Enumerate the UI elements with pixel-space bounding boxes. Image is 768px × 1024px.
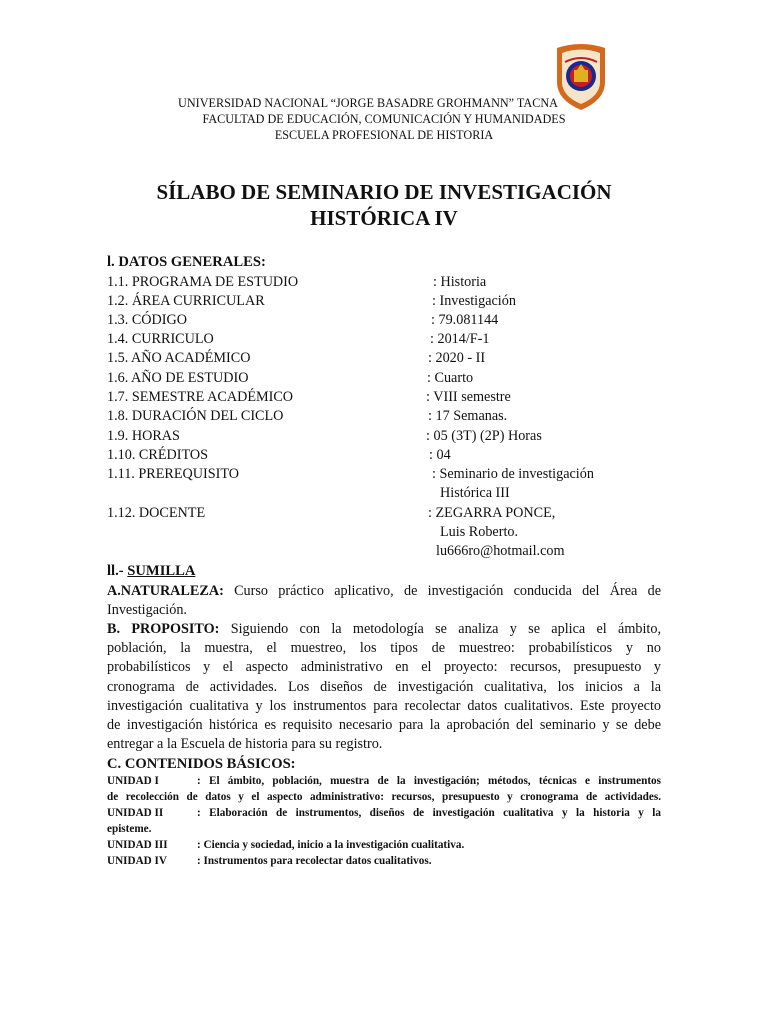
proposito-text: entregar a la Escuela de historia para su registro. [107, 736, 383, 753]
school-name: ESCUELA PROFESIONAL DE HISTORIA [274, 128, 494, 142]
unit-name: UNIDAD I [107, 775, 159, 787]
teacher-email: lu666ro@hotmail.com [436, 543, 565, 559]
naturaleza-text-2: Investigación. [107, 602, 187, 619]
unit-description: : El ámbito, población, muestra de la investigación; métodos, técnicas e instrumentos [197, 775, 661, 787]
unit-row [107, 838, 661, 854]
university-name: UNIVERSIDAD NACIONAL “JORGE BASADRE GROHMANN” TACNA [178, 96, 558, 110]
unit-name: UNIDAD III [107, 839, 168, 851]
unit-name: UNIDAD IV [107, 855, 167, 867]
unit-name: UNIDAD II [107, 807, 164, 819]
row-label: 1.7. SEMESTRE ACADÉMICO [107, 389, 294, 405]
unit-description: : Ciencia y sociedad, inicio a la investigación cualitativa. [197, 839, 465, 851]
row-value: Luis Roberto. [440, 524, 519, 540]
row-label: 1.8. DURACIÓN DEL CICLO [107, 408, 284, 424]
row-label: 1.12. DOCENTE [107, 505, 206, 521]
proposito-text: de investigación histórica es requisito necesario para la aprobación del seminario y se debe [107, 716, 661, 733]
proposito-label: B. PROPOSITO: [107, 621, 220, 637]
section-heading-sumilla: ll.- SUMILLA [107, 563, 196, 579]
row-value: : 04 [429, 447, 451, 463]
row-label: 1.1. PROGRAMA DE ESTUDIO [107, 274, 299, 290]
row-value: : 2020 - II [428, 350, 486, 366]
unit-description: : Instrumentos para recolectar datos cualitativos. [197, 855, 432, 867]
unit-row [107, 774, 661, 805]
row-value: : Cuarto [427, 370, 474, 386]
unit-description: de recolección de datos y el aspecto administrativo: recursos, presupuesto y cronograma de actividades. [107, 790, 661, 803]
unit-description: : Elaboración de instrumentos, diseños de investigación cualitativa y la historia y la [197, 807, 661, 819]
row-value: : 17 Semanas. [428, 408, 508, 424]
section-heading-datos-generales: l. DATOS GENERALES: [107, 254, 266, 270]
row-value: : VIII semestre [426, 389, 511, 405]
row-value: : Seminario de investigación [432, 466, 594, 482]
row-value: : 2014/F-1 [430, 331, 490, 347]
row-value: : Historia [433, 274, 487, 290]
naturaleza-text-1: Curso práctico aplicativo, de investigación conducida del Área de [234, 583, 661, 599]
naturaleza-paragraph [107, 582, 661, 620]
proposito-paragraph [107, 620, 661, 754]
row-label: 1.2. ÁREA CURRICULAR [107, 293, 265, 309]
row-label: 1.9. HORAS [107, 428, 180, 444]
naturaleza-label: A.NATURALEZA: [107, 583, 224, 599]
row-label: 1.4. CURRICULO [107, 331, 214, 347]
row-label: 1.11. PREREQUISITO [107, 466, 240, 482]
unit-row [107, 806, 661, 837]
row-label: 1.5. AÑO ACADÉMICO [107, 350, 251, 366]
proposito-text: probabilísticos y el aspecto administrativo en el proyecto: recursos, presupuesto y [107, 659, 661, 676]
section-heading-contenidos: C. CONTENIDOS BÁSICOS: [107, 756, 296, 772]
faculty-name: FACULTAD DE EDUCACIÓN, COMUNICACIÓN Y HUMANIDADES [202, 112, 566, 126]
row-value: Histórica III [440, 485, 510, 501]
proposito-text: investigación cualitativa y los instrumentos para recolectar datos cualitativos. Este proyecto [107, 697, 661, 714]
document-title-line-2: HISTÓRICA IV [310, 206, 458, 230]
row-label: 1.10. CRÉDITOS [107, 447, 209, 463]
unit-row [107, 854, 661, 870]
unit-description: episteme. [107, 822, 152, 835]
proposito-text: población, la muestra, el muestreo, los tipos de muestreo: probabilísticos y no [107, 640, 661, 657]
row-label: 1.6. AÑO DE ESTUDIO [107, 370, 249, 386]
document-title-line-1: SÍLABO DE SEMINARIO DE INVESTIGACIÓN [156, 180, 612, 204]
proposito-text: cronograma de actividades. Los diseños de investigación cualitativa, los inicios a la [107, 678, 661, 695]
row-value: : 79.081144 [431, 312, 499, 328]
row-value: : ZEGARRA PONCE, [428, 505, 556, 521]
row-value: : Investigación [432, 293, 516, 309]
row-label: 1.3. CÓDIGO [107, 312, 187, 328]
proposito-text: Siguiendo con la metodología se analiza y se aplica el ámbito, [230, 621, 662, 637]
row-value: : 05 (3T) (2P) Horas [426, 428, 542, 444]
